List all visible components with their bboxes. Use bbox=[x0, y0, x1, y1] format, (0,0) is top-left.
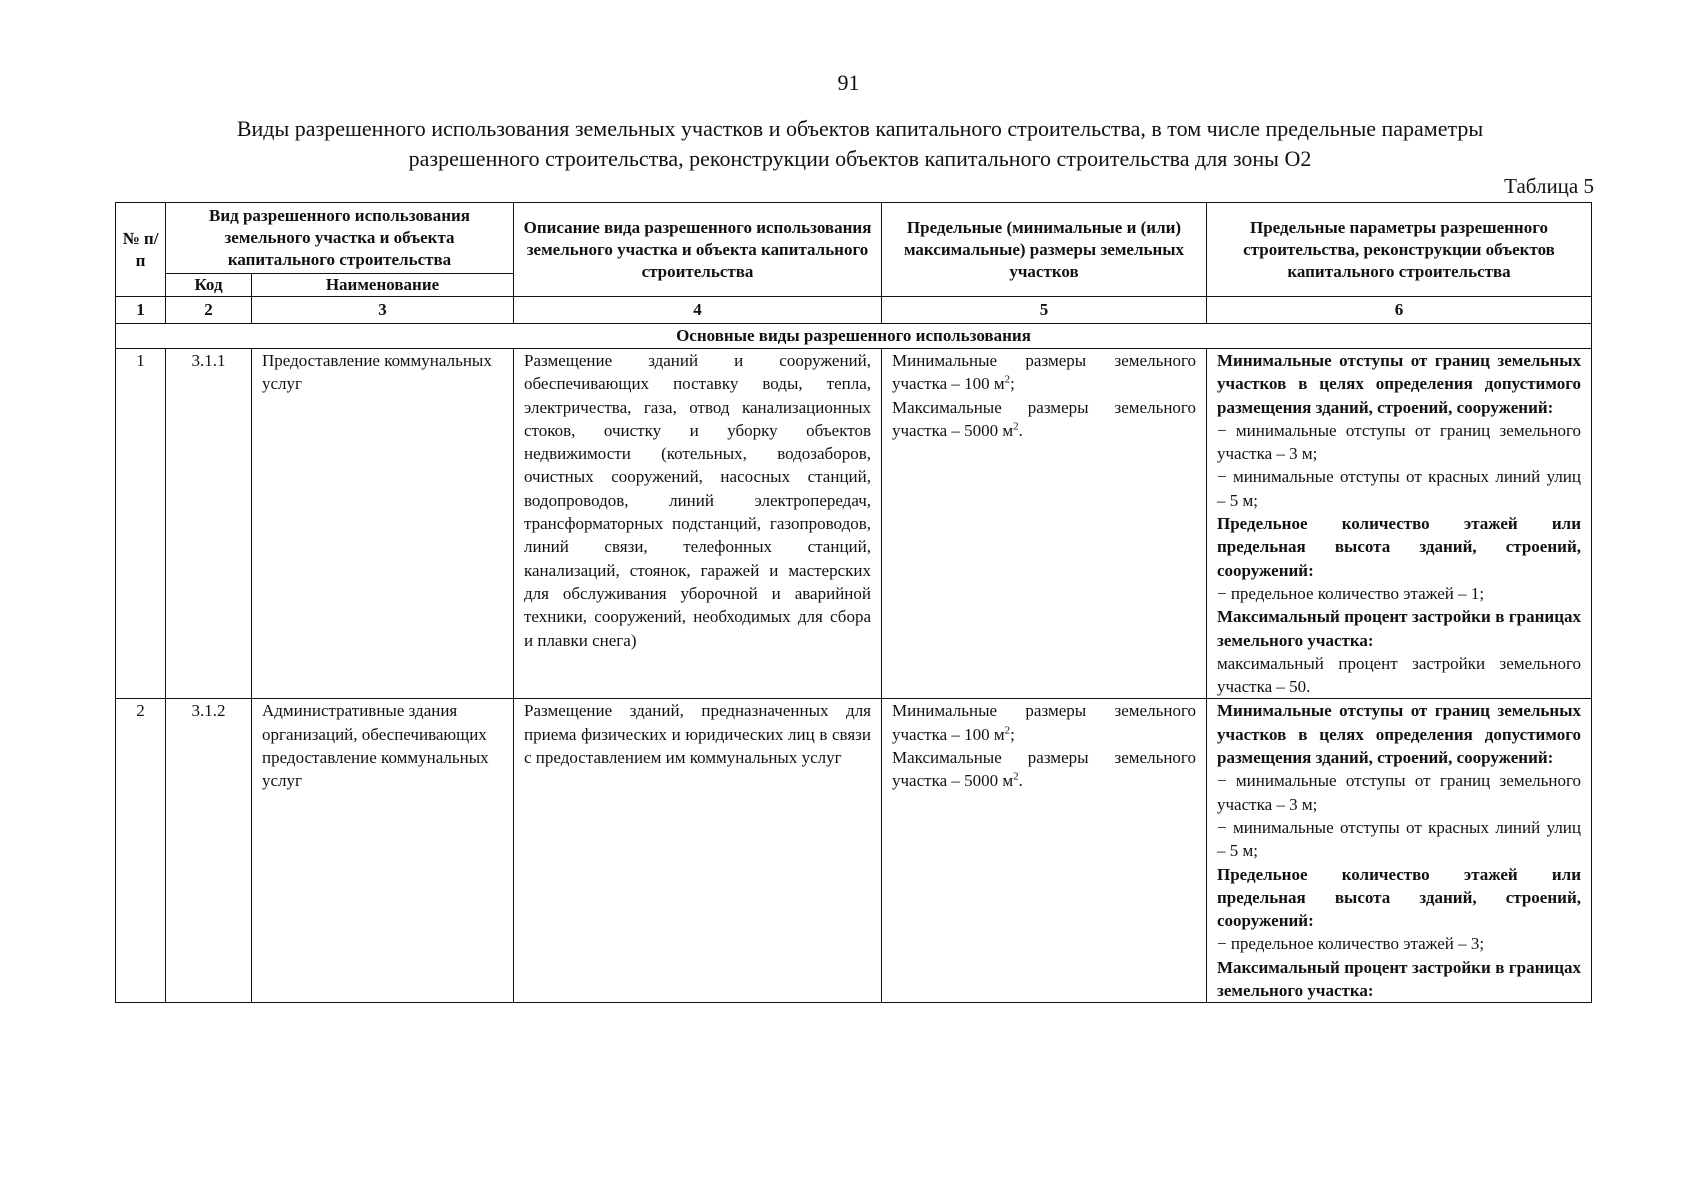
row-params bbox=[1207, 349, 1592, 699]
header-params: Предельные параметры разрешенного строительства, реконструкции объектов капитального строительства bbox=[1207, 203, 1592, 297]
row-number: 1 bbox=[116, 349, 166, 699]
page-number: 91 bbox=[837, 70, 860, 95]
header-description: Описание вида разрешенного использования земельного участка и объекта капитального строительства bbox=[514, 203, 882, 297]
row-description: Размещение зданий, предназначенных для приема физических и юридических лиц в связи с предоставлением им коммунальных услуг bbox=[514, 699, 882, 1003]
size-min: Минимальные размеры земельного участка – 100 $м^2$; bbox=[892, 701, 1196, 744]
table-label: Таблица 5 bbox=[1504, 174, 1594, 198]
header-num: № п/п bbox=[116, 203, 166, 297]
column-number: 4 bbox=[514, 297, 882, 324]
header-use-kind: Вид разрешенного использования земельного участка и объекта капитального строительства bbox=[166, 203, 514, 274]
document-title bbox=[140, 114, 1580, 174]
column-number: 1 bbox=[116, 297, 166, 324]
param-item: − предельное количество этажей – 1; bbox=[1217, 583, 1485, 603]
header-sizes: Предельные (минимальные и (или) максимальные) размеры земельных участков bbox=[882, 203, 1207, 297]
size-max: Максимальные размеры земельного участка – 5000 $м^2$. bbox=[892, 748, 1196, 791]
size-min: Минимальные размеры земельного участка – 100 $м^2$; bbox=[892, 351, 1196, 394]
param-item: − минимальные отступы от красных линий улиц – 5 м; bbox=[1217, 817, 1581, 861]
row-name: Предоставление коммунальных услуг bbox=[252, 349, 514, 699]
zoning-table bbox=[115, 202, 1592, 1003]
column-number-row bbox=[116, 297, 1592, 324]
section-title: Основные виды разрешенного использования bbox=[116, 324, 1592, 349]
row-code: 3.1.2 bbox=[166, 699, 252, 1003]
column-number: 2 bbox=[166, 297, 252, 324]
title-line-2: разрешенного строительства, реконструкции объектов капитального строительства для зоны О2 bbox=[408, 146, 1312, 171]
param-heading: Максимальный процент застройки в границах земельного участка: bbox=[1217, 607, 1581, 650]
row-description: Размещение зданий и сооружений, обеспечивающих поставку воды, тепла, электричества, газа, отвод канализационных стоков, очистку и уборку объектов недвижимости (котельных, водозаборов, очистных сооружений, насосных станций, водопроводов, линий электропередач, трансформаторных подстанций, газопроводов, линий связи, телефонных станций, канализаций, стоянок, гаражей и мастерских для обслуживания уборочной и аварийной техники, сооружений, необходимых для сбора и плавки снега) bbox=[514, 349, 882, 699]
column-number: 3 bbox=[252, 297, 514, 324]
param-heading: Предельное количество этажей или предельная высота зданий, строений, сооружений: bbox=[1217, 514, 1581, 580]
param-item: − минимальные отступы от границ земельного участка – 3 м; bbox=[1217, 420, 1581, 464]
row-name: Административные здания организаций, обеспечивающих предоставление коммунальных услуг bbox=[252, 699, 514, 1003]
param-item: − предельное количество этажей – 3; bbox=[1217, 934, 1485, 954]
header-row-1 bbox=[116, 203, 1592, 274]
param-heading: Предельное количество этажей или предельная высота зданий, строений, сооружений: bbox=[1217, 864, 1581, 931]
column-number: 6 bbox=[1207, 297, 1592, 324]
param-item: − минимальные отступы от красных линий улиц – 5 м; bbox=[1217, 467, 1581, 510]
row-params bbox=[1207, 699, 1592, 1003]
row-code: 3.1.1 bbox=[166, 349, 252, 699]
table-row bbox=[116, 349, 1592, 699]
column-number: 5 bbox=[882, 297, 1207, 324]
size-max: Максимальные размеры земельного участка – 5000 $м^2$. bbox=[892, 397, 1196, 440]
section-row bbox=[116, 324, 1592, 349]
header-name: Наименование bbox=[252, 274, 514, 297]
param-heading: Максимальный процент застройки в границах земельного участка: bbox=[1217, 957, 1581, 1001]
table-row bbox=[116, 699, 1592, 1003]
param-item: максимальный процент застройки земельного участка – 50. bbox=[1217, 653, 1581, 697]
row-sizes bbox=[882, 349, 1207, 699]
header-code: Код bbox=[166, 274, 252, 297]
row-sizes bbox=[882, 699, 1207, 1003]
param-heading: Минимальные отступы от границ земельных участков в целях определения допустимого размещения зданий, строений, сооружений: bbox=[1217, 351, 1581, 417]
param-item: − минимальные отступы от границ земельного участка – 3 м; bbox=[1217, 771, 1581, 814]
param-heading: Минимальные отступы от границ земельных участков в целях определения допустимого размещения зданий, строений, сооружений: bbox=[1217, 701, 1581, 768]
title-line-1: Виды разрешенного использования земельных участков и объектов капитального строительства, в том числе предельные параметры bbox=[236, 116, 1484, 141]
row-number: 2 bbox=[116, 699, 166, 1003]
